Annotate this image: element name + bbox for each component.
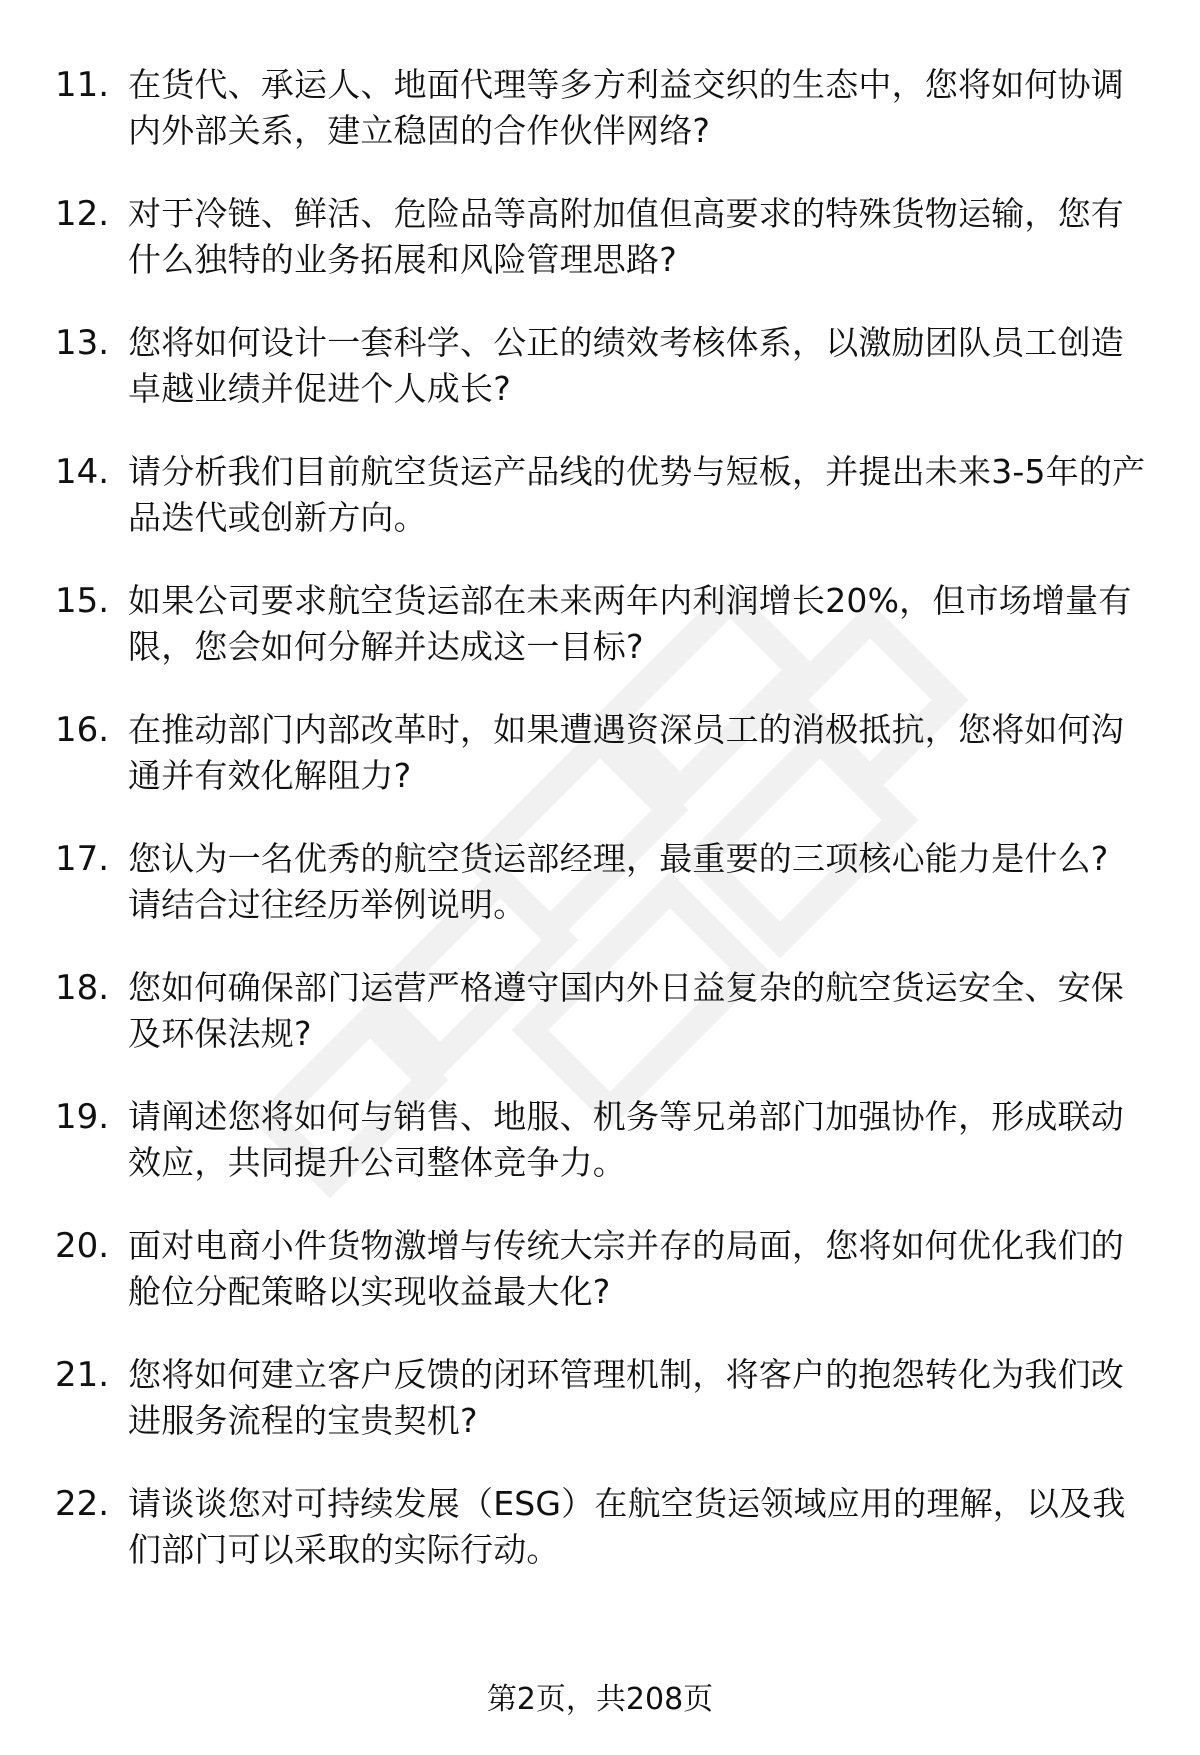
question-number: 21. (55, 1355, 110, 1395)
question-number: 14. (55, 452, 110, 492)
question-list (55, 62, 1155, 1610)
question-text: 您将如何建立客户反馈的闭环管理机制，将客户的抱怨转化为我们改进服务流程的宝贵契机? (128, 1355, 1124, 1440)
question-text: 请分析我们目前航空货运产品线的优势与短板，并提出未来3-5年的产品迭代或创新方向。 (128, 452, 1146, 537)
question-item (55, 1223, 1155, 1352)
question-number: 12. (55, 194, 110, 234)
question-item (55, 836, 1155, 965)
question-number: 15. (55, 581, 110, 621)
question-item (55, 578, 1155, 707)
question-number: 17. (55, 839, 110, 879)
question-item (55, 191, 1155, 320)
question-item (55, 449, 1155, 578)
question-text: 您如何确保部门运营严格遵守国内外日益复杂的航空货运安全、安保及环保法规? (128, 968, 1124, 1053)
question-number: 13. (55, 323, 110, 363)
question-text: 请谈谈您对可持续发展（ESG）在航空货运领域应用的理解，以及我们部门可以采取的实际行动。 (128, 1484, 1126, 1569)
question-number: 16. (55, 710, 110, 750)
question-item (55, 965, 1155, 1094)
question-number: 20. (55, 1226, 110, 1266)
question-item (55, 1481, 1155, 1610)
question-number: 22. (55, 1484, 110, 1524)
question-text: 在推动部门内部改革时，如果遭遇资深员工的消极抵抗，您将如何沟通并有效化解阻力? (128, 710, 1124, 795)
page-footer: 第2页，共208页 (486, 1682, 714, 1717)
question-number: 19. (55, 1097, 110, 1137)
question-text: 在货代、承运人、地面代理等多方利益交织的生态中，您将如何协调内外部关系，建立稳固的合作伙伴网络? (128, 65, 1124, 150)
question-item (55, 320, 1155, 449)
question-item (55, 707, 1155, 836)
question-item (55, 1352, 1155, 1481)
question-item (55, 62, 1155, 191)
question-text: 如果公司要求航空货运部在未来两年内利润增长20%，但市场增量有限，您会如何分解并达成这一目标? (128, 581, 1132, 666)
question-text: 对于冷链、鲜活、危险品等高附加值但高要求的特殊货物运输，您有什么独特的业务拓展和风险管理思路? (128, 194, 1124, 279)
question-item (55, 1094, 1155, 1223)
question-number: 11. (55, 65, 110, 105)
question-text: 您将如何设计一套科学、公正的绩效考核体系，以激励团队员工创造卓越业绩并促进个人成长? (128, 323, 1124, 408)
question-text: 面对电商小件货物激增与传统大宗并存的局面，您将如何优化我们的舱位分配策略以实现收益最大化? (128, 1226, 1124, 1311)
question-text: 您认为一名优秀的航空货运部经理，最重要的三项核心能力是什么? 请结合过往经历举例说明。 (128, 839, 1109, 924)
question-number: 18. (55, 968, 110, 1008)
question-text: 请阐述您将如何与销售、地服、机务等兄弟部门加强协作，形成联动效应，共同提升公司整体竞争力。 (128, 1097, 1124, 1182)
